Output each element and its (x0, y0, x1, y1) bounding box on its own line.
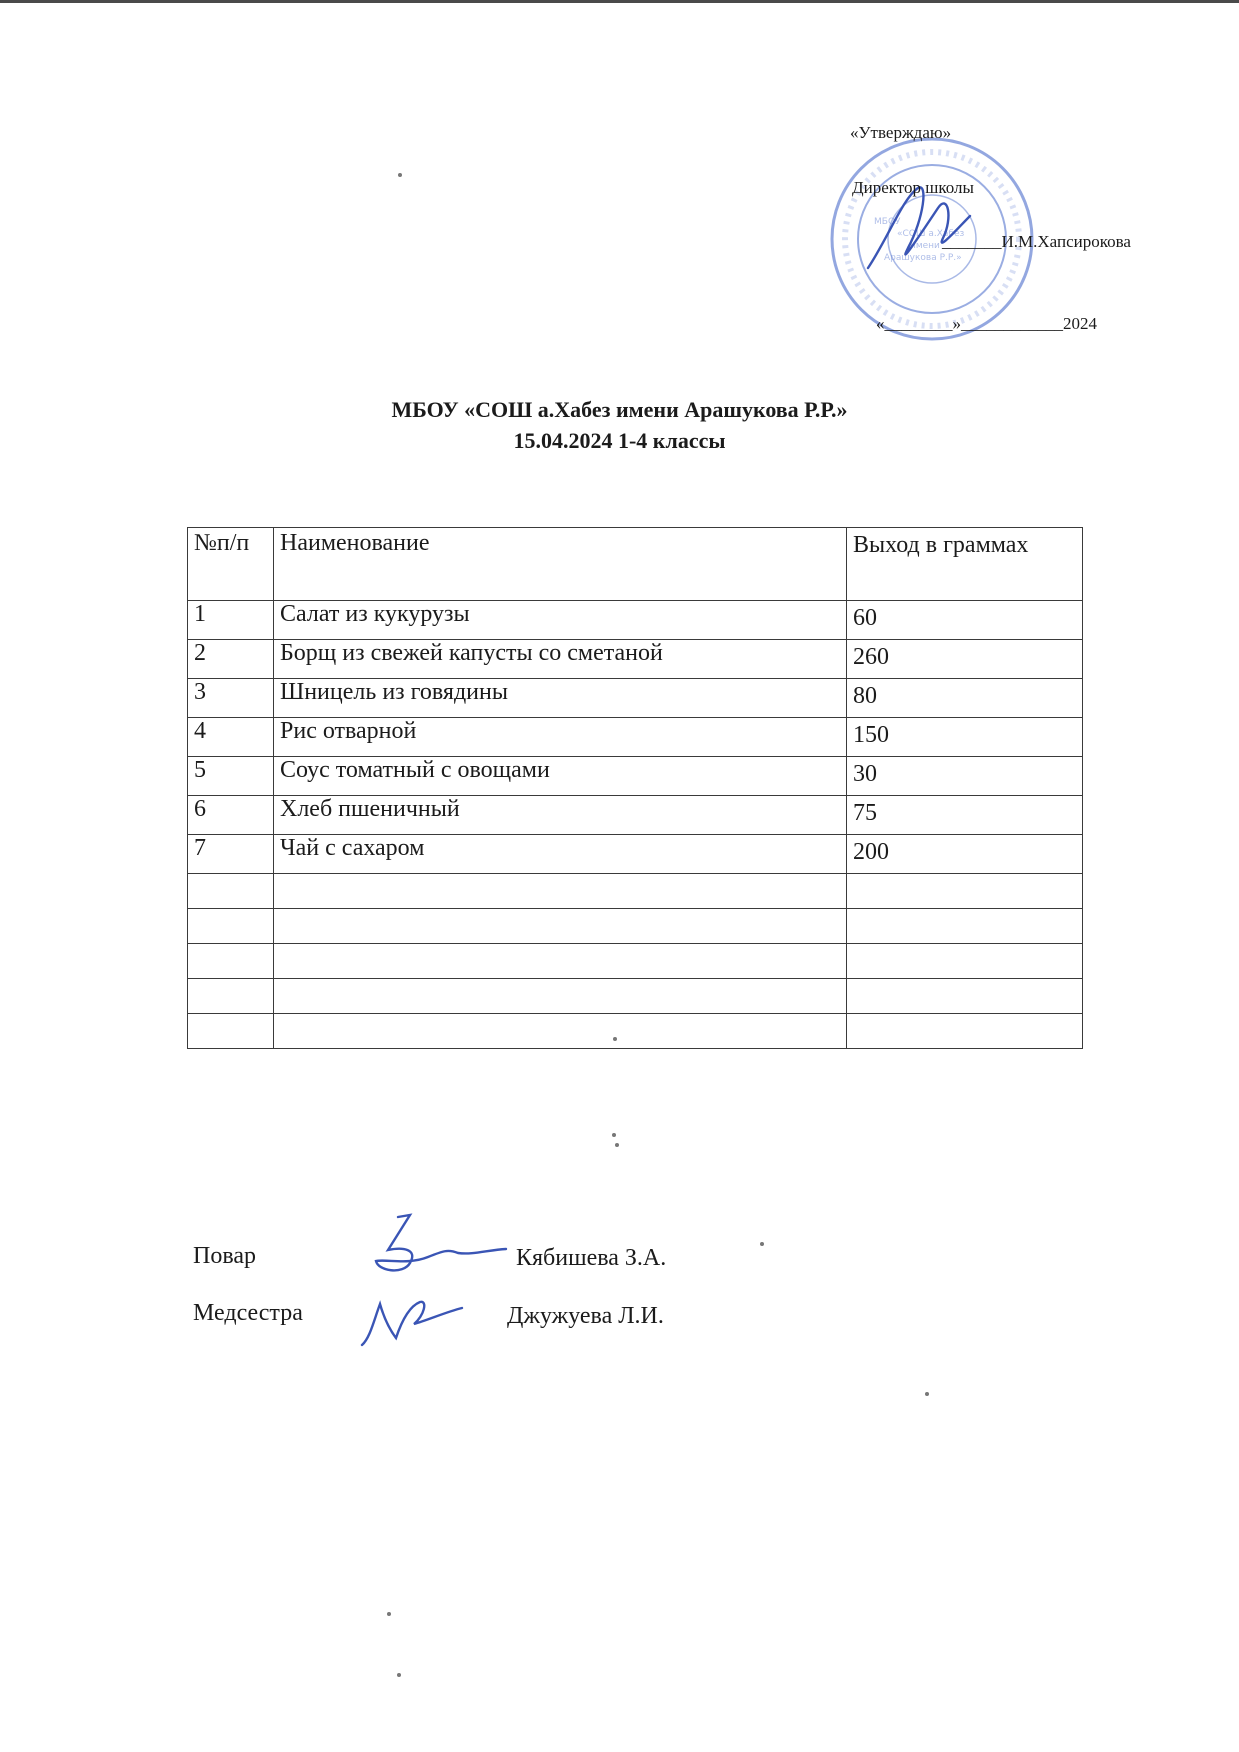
scan-speck (760, 1242, 764, 1246)
approval-date: «________»____________2024 (876, 314, 1097, 333)
empty-table-row (188, 944, 1083, 979)
row-number: 5 (188, 757, 274, 796)
row-number: 6 (188, 796, 274, 835)
table-row (188, 757, 1083, 796)
table-row (188, 835, 1083, 874)
scan-edge (0, 0, 1239, 3)
approve-label: «Утверждаю» (850, 123, 952, 142)
cook-name: Кябишева З.А. (516, 1245, 667, 1271)
header-output: Выход в граммах (847, 528, 1083, 601)
nurse-label: Медсестра (193, 1300, 303, 1326)
empty-table-row (188, 1014, 1083, 1049)
row-number: 7 (188, 835, 274, 874)
svg-text:МБОУ: МБОУ (874, 217, 901, 227)
table-row (188, 601, 1083, 640)
row-dish: Борщ из свежей капусты со сметаной (274, 640, 847, 679)
table-row (188, 718, 1083, 757)
row-dish: Соус томатный с овощами (274, 757, 847, 796)
row-grams: 30 (847, 757, 1083, 796)
cook-label: Повар (193, 1243, 256, 1269)
row-dish: Салат из кукурузы (274, 601, 847, 640)
table-row (188, 796, 1083, 835)
svg-text:имени: имени (910, 241, 940, 251)
row-dish: Шницель из говядины (274, 679, 847, 718)
row-number: 1 (188, 601, 274, 640)
header-name: Наименование (274, 528, 847, 601)
empty-table-row (188, 909, 1083, 944)
table-header-row (188, 528, 1083, 601)
table-row (188, 679, 1083, 718)
svg-text:«СОШ а.Хабез: «СОШ а.Хабез (897, 229, 965, 239)
row-dish: Чай с сахаром (274, 835, 847, 874)
row-grams: 80 (847, 679, 1083, 718)
menu-table (187, 527, 1083, 1049)
director-name: _______И.М.Хапсирокова (942, 232, 1131, 251)
row-grams: 75 (847, 796, 1083, 835)
scan-speck (387, 1612, 391, 1616)
table-row (188, 640, 1083, 679)
row-grams: 260 (847, 640, 1083, 679)
scan-speck (397, 1673, 401, 1677)
svg-text:Арашукова Р.Р.»: Арашукова Р.Р.» (884, 253, 962, 263)
row-number: 4 (188, 718, 274, 757)
scan-speck (613, 1037, 617, 1041)
row-grams: 60 (847, 601, 1083, 640)
director-position: Директор школы (852, 178, 974, 197)
row-dish: Хлеб пшеничный (274, 796, 847, 835)
header-number: №п/п (188, 528, 274, 601)
row-dish: Рис отварной (274, 718, 847, 757)
date-classes: 15.04.2024 1-4 классы (513, 428, 726, 453)
row-number: 3 (188, 679, 274, 718)
scan-speck (925, 1392, 929, 1396)
row-number: 2 (188, 640, 274, 679)
scan-speck (398, 173, 402, 177)
school-title: МБОУ «СОШ а.Хабез имени Арашукова Р.Р.» (391, 397, 848, 422)
empty-table-row (188, 979, 1083, 1014)
empty-table-row (188, 874, 1083, 909)
scan-speck (612, 1133, 616, 1137)
cook-signature (348, 1205, 508, 1285)
row-grams: 150 (847, 718, 1083, 757)
nurse-signature (358, 1290, 468, 1350)
row-grams: 200 (847, 835, 1083, 874)
scan-speck (615, 1143, 619, 1147)
nurse-name: Джужуева Л.И. (507, 1303, 664, 1329)
